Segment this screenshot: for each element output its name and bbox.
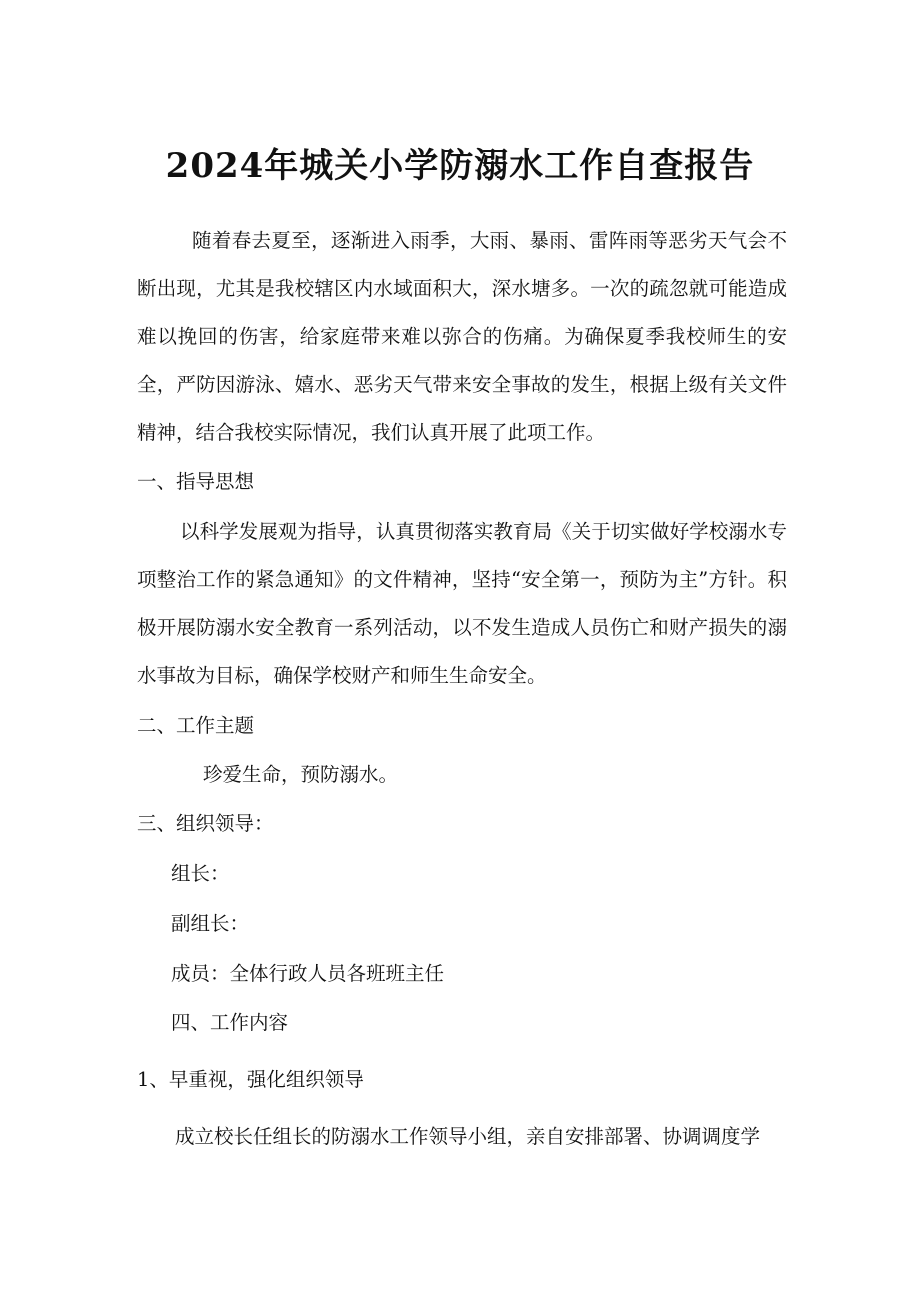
document-body <box>137 217 787 1161</box>
organization-leader: 组长： <box>171 862 230 885</box>
section-heading-work-content: 四、工作内容 <box>171 1011 289 1034</box>
organization-members: 成员：全体行政人员各班班主任 <box>171 962 445 985</box>
work-content-item-1-heading: 1、早重视，强化组织领导 <box>137 1068 364 1091</box>
organization-deputy-leader: 副组长： <box>171 912 250 935</box>
section-heading-organization: 三、组织领导： <box>137 812 274 835</box>
section-heading-guiding-ideology: 一、指导思想 <box>137 470 255 493</box>
intro-paragraph: 随着春去夏至，逐渐进入雨季，大雨、暴雨、雷阵雨等恶劣天气会不断出现，尤其是我校辖区内水域面积大，深水塘多。一次的疏忽就可能造成难以挽回的伤害，给家庭带来难以弥合的伤痛。为确保夏季我校师生的安全，严防因游泳、嬉水、恶劣天气带来安全事故的发生，根据上级有关文件精神，结合我校实际情况，我们认真开展了此项工作。 <box>137 229 787 444</box>
document-title: 2024年城关小学防溺水工作自查报告 <box>165 146 755 186</box>
work-content-item-1-text: 成立校长任组长的防溺水工作领导小组，亲自安排部署、协调调度学 <box>175 1125 761 1148</box>
section-heading-work-theme: 二、工作主题 <box>137 714 255 737</box>
guiding-ideology-paragraph: 以科学发展观为指导，认真贯彻落实教育局《关于切实做好学校溺水专项整治工作的紧急通知》的文件精神，坚持“安全第一，预防为主”方针。积极开展防溺水安全教育一系列活动，以不发生造成人员伤亡和财产损失的溺水事故为目标，确保学校财产和师生生命安全。 <box>137 520 787 687</box>
work-theme-text: 珍爱生命，预防溺水。 <box>203 763 399 786</box>
